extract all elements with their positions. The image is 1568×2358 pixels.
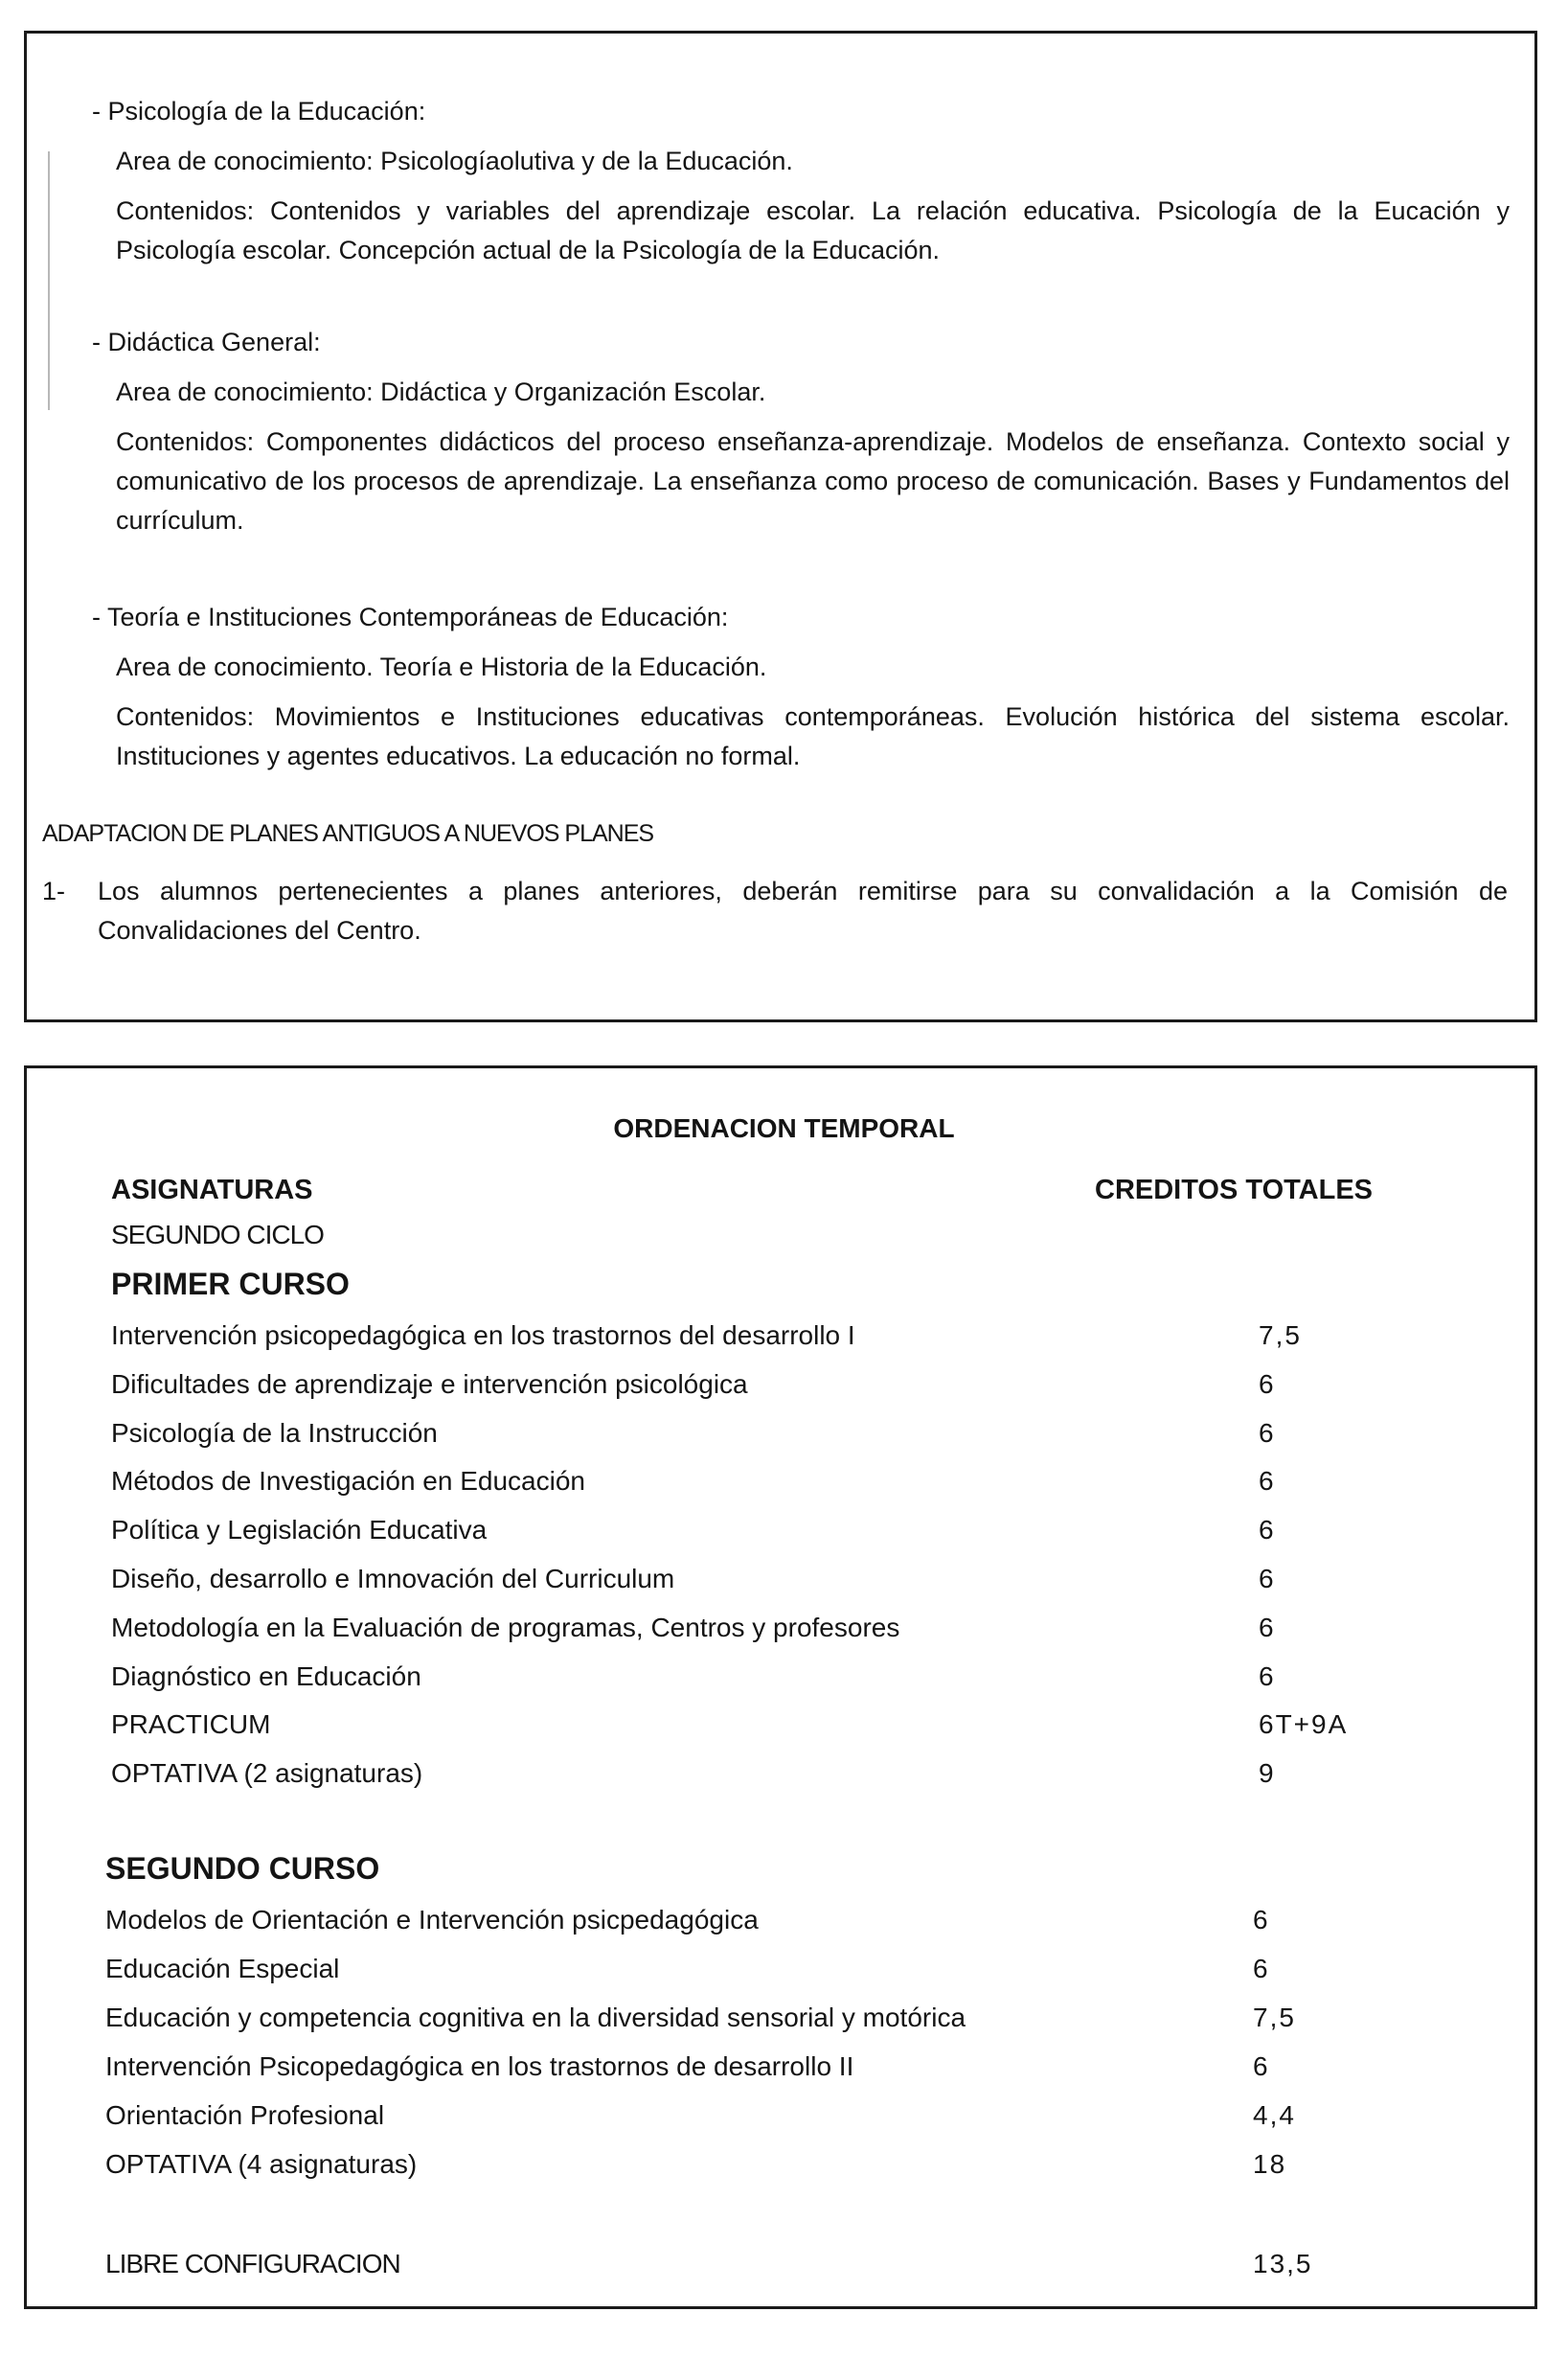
course-teoria-instituciones: [92, 598, 1519, 776]
course-didactica-general: [92, 323, 1519, 540]
cycle-label: SEGUNDO CICLO: [111, 1220, 324, 1249]
subject-name: Política y Legislación Educativa: [111, 1515, 488, 1545]
subject-name: Orientación Profesional: [105, 2100, 385, 2130]
subject-name: Dificultades de aprendizaje e intervención psicológica: [111, 1368, 748, 1399]
subject-credits: 4,4: [1253, 2100, 1296, 2130]
subject-name: PRACTICUM: [111, 1709, 271, 1740]
course-area: Area de conocimiento: Didáctica y Organización Escolar.: [116, 378, 766, 406]
course-contents: Contenidos: Componentes didácticos del proceso enseñanza-aprendizaje. Modelos de enseñanza. Contexto social y comunicativo de los procesos de aprendizaje. La enseñanza como proceso de comunicación. Bases y Fundamentos del currículum.: [116, 427, 1510, 535]
subject-name: Diseño, desarrollo e Imnovación del Curriculum: [111, 1564, 675, 1593]
subject-credits: 7,5: [1259, 1320, 1302, 1350]
table-row: [111, 1320, 1548, 1359]
table-row: [111, 1369, 1548, 1408]
course-title: - Didáctica General:: [92, 328, 321, 356]
subject-credits: 6: [1253, 1905, 1270, 1934]
subject-credits: 18: [1253, 2149, 1287, 2179]
adaptation-item: [42, 872, 1510, 950]
table-row: [105, 2003, 1542, 2041]
subject-name: Metodología en la Evaluación de programas, Centros y profesores: [111, 1612, 900, 1642]
table-row: [105, 2100, 1542, 2139]
first-year-heading: PRIMER CURSO: [111, 1267, 350, 1301]
course-area: Area de conocimiento: Psicologíaolutiva y de la Educación.: [116, 147, 793, 175]
subject-name: Educación y competencia cognitiva en la diversidad sensorial y motórica: [105, 2003, 966, 2032]
subject-credits: 6: [1259, 1564, 1276, 1593]
table-row: [111, 1613, 1548, 1651]
course-psicologia-educacion: [92, 92, 1519, 270]
subject-name: Psicología de la Instrucción: [111, 1417, 438, 1448]
second-year-heading: SEGUNDO CURSO: [105, 1851, 380, 1886]
subject-name: LIBRE CONFIGURACION: [105, 2249, 400, 2278]
subject-credits: 6: [1259, 1515, 1276, 1545]
subject-credits: 6: [1259, 1612, 1276, 1642]
free-configuration-row: [105, 2249, 1542, 2287]
subject-credits: 6: [1253, 1954, 1270, 1983]
course-contents: Contenidos: Movimientos e Instituciones educativas contemporáneas. Evolución histórica del sistema escolar. Instituciones y agentes educativos. La educación no formal.: [116, 702, 1510, 770]
adaptation-heading: ADAPTACION DE PLANES ANTIGUOS A NUEVOS PLANES: [42, 820, 654, 847]
subject-credits: 9: [1259, 1758, 1276, 1789]
subject-name: OPTATIVA (4 asignaturas): [105, 2149, 418, 2179]
subject-name: Diagnóstico en Educación: [111, 1660, 421, 1691]
subject-name: Métodos de Investigación en Educación: [111, 1466, 585, 1497]
table-row: [105, 1905, 1542, 1943]
table-row: [111, 1661, 1548, 1700]
table-row: [111, 1418, 1548, 1456]
course-title: - Psicología de la Educación:: [92, 97, 426, 126]
column-header-credits: CREDITOS TOTALES: [1095, 1175, 1374, 1205]
subject-credits: 6: [1253, 2051, 1270, 2081]
table-row: [105, 2051, 1542, 2090]
table-row: [105, 2149, 1542, 2187]
adaptation-item-text: Los alumnos pertenecientes a planes anteriores, deberán remitirse para su convalidación a la Comisión de Convalidaciones del Centro.: [98, 877, 1508, 945]
subject-credits: 6: [1259, 1466, 1276, 1497]
column-header-subjects: ASIGNATURAS: [111, 1175, 313, 1205]
subject-credits: 6: [1259, 1417, 1276, 1448]
schedule-title: ORDENACION TEMPORAL: [613, 1113, 955, 1143]
course-area: Area de conocimiento. Teoría e Historia de la Educación.: [116, 652, 767, 681]
table-row: [111, 1564, 1548, 1602]
subject-name: Educación Especial: [105, 1954, 340, 1983]
subject-credits: 7,5: [1253, 2003, 1296, 2032]
subject-credits: 6T+9A: [1259, 1709, 1349, 1740]
table-row: [111, 1758, 1548, 1797]
subject-name: Intervención Psicopedagógica en los trastornos de desarrollo II: [105, 2051, 854, 2081]
course-title: - Teoría e Instituciones Contemporáneas de Educación:: [92, 603, 729, 631]
table-row: [111, 1709, 1548, 1748]
subject-credits: 6: [1259, 1660, 1276, 1691]
subject-credits: 6: [1259, 1368, 1276, 1399]
subject-name: OPTATIVA (2 asignaturas): [111, 1758, 423, 1789]
subject-credits: 13,5: [1253, 2249, 1313, 2278]
table-row: [111, 1515, 1548, 1553]
course-contents: Contenidos: Contenidos y variables del aprendizaje escolar. La relación educativa. Psicología de la Eucación y Psicología escolar. Concepción actual de la Psicología de la Educación.: [116, 196, 1510, 264]
table-row: [105, 1954, 1542, 1992]
adaptation-item-number: 1-: [42, 877, 66, 905]
table-row: [111, 1466, 1548, 1504]
scan-margin-mark: [48, 151, 50, 410]
subject-name: Modelos de Orientación e Intervención psicpedagógica: [105, 1905, 759, 1934]
subject-name: Intervención psicopedagógica en los trastornos del desarrollo I: [111, 1320, 855, 1350]
